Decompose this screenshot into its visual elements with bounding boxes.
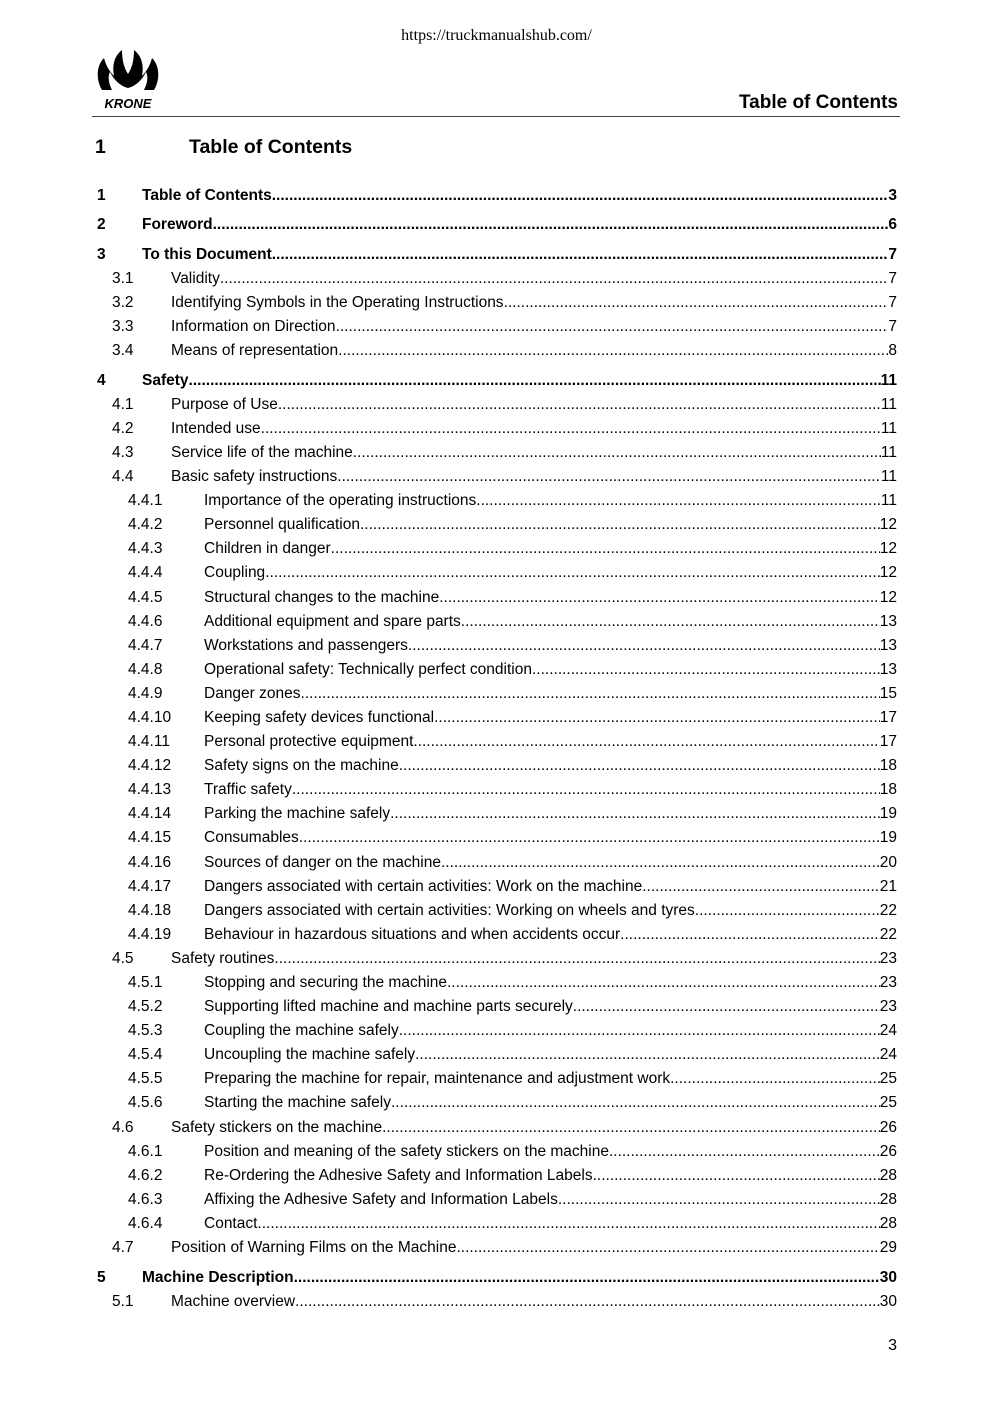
toc-entry-title[interactable]: Children in danger [204, 540, 331, 558]
toc-entry-number: 4.5.5 [128, 1070, 163, 1088]
toc-entry-page[interactable]: 13 [879, 612, 897, 630]
toc-entry-page[interactable]: 11 [880, 371, 897, 389]
dot-leader [257, 1215, 879, 1233]
toc-entry[interactable] [95, 900, 897, 924]
toc-entry-number: 4.4.7 [128, 636, 163, 654]
toc-entry-number: 4.4.1 [128, 492, 163, 510]
toc-entry[interactable] [95, 394, 897, 418]
dot-leader [413, 733, 879, 751]
toc-entry-title[interactable]: Re-Ordering the Adhesive Safety and Information Labels [204, 1166, 593, 1184]
toc-entry-title[interactable]: Position and meaning of the safety stickers on the machine [204, 1142, 609, 1160]
toc-entry-page[interactable]: 13 [879, 660, 897, 678]
dot-leader [353, 444, 881, 462]
toc-entry-title[interactable]: Safety stickers on the machine [171, 1118, 383, 1136]
toc-entry-title[interactable]: Additional equipment and spare parts [204, 612, 461, 630]
toc-entry-number: 5 [97, 1268, 106, 1286]
toc-entry[interactable] [95, 418, 897, 442]
toc-entry-page[interactable]: 30 [879, 1268, 897, 1286]
toc-entry[interactable] [95, 370, 897, 394]
toc-entry-page[interactable]: 7 [888, 245, 897, 263]
toc-entry-title[interactable]: Machine overview [171, 1292, 296, 1310]
toc-entry-page[interactable]: 7 [888, 293, 897, 311]
toc-entry[interactable] [95, 214, 897, 238]
toc-entry[interactable] [95, 683, 897, 707]
toc-entry-title[interactable]: Foreword [142, 216, 213, 234]
source-url[interactable]: https://truckmanualshub.com/ [401, 27, 592, 44]
toc-entry-number: 3 [97, 245, 106, 263]
dot-leader [532, 661, 880, 679]
toc-entry[interactable] [95, 876, 897, 900]
toc-entry-number: 4.6.3 [128, 1190, 163, 1208]
toc-entry-title[interactable]: Structural changes to the machine [204, 588, 440, 606]
dot-leader [415, 1046, 880, 1064]
krone-logo [92, 42, 164, 114]
toc-entry-number: 4.4 [112, 468, 134, 486]
toc-entry-title[interactable]: Position of Warning Films on the Machine [171, 1239, 457, 1257]
toc-entry-page[interactable]: 22 [879, 925, 897, 943]
toc-entry[interactable] [95, 587, 897, 611]
toc-entry-title[interactable]: Starting the machine safely [204, 1094, 391, 1112]
toc-entry-title[interactable]: Purpose of Use [171, 395, 278, 413]
dot-leader [272, 187, 889, 205]
toc-entry-number: 4.4.11 [128, 733, 170, 751]
toc-entry[interactable] [95, 635, 897, 659]
toc-entry[interactable] [95, 996, 897, 1020]
toc-entry-number: 4.4.12 [128, 757, 172, 775]
toc-entry-title[interactable]: Personal protective equipment [204, 733, 414, 751]
toc-entry-number: 4.6 [112, 1118, 134, 1136]
toc-entry-number: 4.4.15 [128, 829, 172, 847]
dot-leader [265, 564, 880, 582]
toc-entry[interactable] [95, 1189, 897, 1213]
toc-entry-page[interactable]: 7 [888, 269, 897, 287]
dot-leader [476, 492, 881, 510]
toc-entry-page[interactable]: 26 [879, 1118, 897, 1136]
toc-entry[interactable] [95, 827, 897, 851]
toc-entry[interactable] [95, 779, 897, 803]
dot-leader [220, 270, 889, 288]
dot-leader [278, 396, 881, 414]
toc-entry-title[interactable]: Uncoupling the machine safely [204, 1046, 416, 1064]
dot-leader [189, 372, 881, 390]
dot-leader [391, 1094, 880, 1112]
toc-entry-title[interactable]: Intended use [171, 419, 261, 437]
toc-entry[interactable] [95, 316, 897, 340]
dot-leader [670, 1070, 880, 1088]
toc-entry[interactable] [95, 1237, 897, 1261]
dot-leader [408, 637, 880, 655]
toc-entry-title[interactable]: To this Document [142, 245, 272, 263]
toc-entry-number: 4.4.8 [128, 660, 163, 678]
toc-entry-number: 4.5 [112, 949, 134, 967]
toc-entry-number: 4.6.2 [128, 1166, 163, 1184]
heading-text: Table of Contents [189, 136, 353, 158]
toc-entry-page[interactable]: 12 [879, 516, 897, 534]
toc-entry-number: 4.5.3 [128, 1022, 163, 1040]
page-number: 3 [888, 1337, 897, 1354]
toc-entry[interactable] [95, 466, 897, 490]
toc-entry[interactable] [95, 268, 897, 292]
toc-entry-title[interactable]: Keeping safety devices functional [204, 708, 435, 726]
toc-entry[interactable] [95, 1068, 897, 1092]
toc-entry-page[interactable]: 28 [879, 1190, 897, 1208]
toc-entry-page[interactable]: 12 [879, 540, 897, 558]
toc-entry[interactable] [95, 1213, 897, 1237]
toc-entry-number: 4.6.4 [128, 1214, 163, 1232]
dot-leader [338, 342, 888, 360]
toc-entry-number: 4.4.14 [128, 805, 172, 823]
dot-leader [573, 998, 880, 1016]
toc-entry-page[interactable]: 11 [880, 443, 897, 461]
dot-leader [382, 1119, 880, 1137]
dot-leader [456, 1239, 879, 1257]
toc-entry-title[interactable]: Importance of the operating instructions [204, 492, 477, 510]
toc-entry-title[interactable]: Safety routines [171, 949, 275, 967]
toc-entry-page[interactable]: 23 [879, 998, 897, 1016]
toc-entry-number: 3.3 [112, 317, 134, 335]
dot-leader [441, 854, 880, 872]
toc-entry-number: 4.4.17 [128, 877, 172, 895]
dot-leader [295, 1293, 880, 1311]
toc-entry-title[interactable]: Machine Description [142, 1268, 294, 1286]
toc-entry-page[interactable]: 11 [880, 492, 897, 510]
toc-entry-page[interactable]: 24 [879, 1022, 897, 1040]
toc-entry-page[interactable]: 28 [879, 1214, 897, 1232]
toc-entry-number: 1 [97, 186, 106, 204]
header-title: Table of Contents [738, 92, 898, 113]
toc-entry-number: 4.5.4 [128, 1046, 163, 1064]
toc-entry-number: 3.2 [112, 293, 134, 311]
toc-entry[interactable] [95, 490, 897, 514]
toc-entry-number: 4.4.2 [128, 516, 163, 534]
toc-entry-page[interactable]: 15 [879, 684, 897, 702]
toc-entry-page[interactable]: 22 [879, 901, 897, 919]
dot-leader [301, 685, 880, 703]
dot-leader [620, 926, 880, 944]
toc-entry-number: 4.4.6 [128, 612, 163, 630]
toc-entry-title[interactable]: Dangers associated with certain activities: Working on wheels and tyres [204, 901, 695, 919]
toc-entry-number: 5.1 [112, 1292, 134, 1310]
dot-leader [294, 1269, 880, 1287]
toc-entry-number: 3.4 [112, 342, 134, 360]
toc-entry-title[interactable]: Dangers associated with certain activities: Work on the machine [204, 877, 643, 895]
toc-entry[interactable] [95, 803, 897, 827]
toc-entry-number: 3.1 [112, 269, 134, 287]
toc-entry-number: 4.1 [112, 395, 134, 413]
dot-leader [261, 420, 881, 438]
toc-entry-title[interactable]: Traffic safety [204, 781, 292, 799]
toc-entry-title[interactable]: Personnel qualification [204, 516, 360, 534]
toc-entry-page[interactable]: 20 [879, 853, 897, 871]
toc-entry-page[interactable]: 3 [888, 186, 897, 204]
dot-leader [399, 1022, 880, 1040]
toc-entry-number: 4.4.19 [128, 925, 172, 943]
toc-entry-number: 4.5.6 [128, 1094, 163, 1112]
toc-entry-page[interactable]: 30 [879, 1292, 897, 1310]
toc-entry-title[interactable]: Service life of the machine [171, 443, 353, 461]
toc-entry[interactable] [95, 731, 897, 755]
toc-entry-number: 4.2 [112, 419, 134, 437]
toc-entry-title[interactable]: Workstations and passengers [204, 636, 408, 654]
toc-entry-page[interactable]: 28 [879, 1166, 897, 1184]
dot-leader [434, 709, 880, 727]
toc-entry-title[interactable]: Safety [142, 371, 189, 389]
toc-entry-number: 4.4.16 [128, 853, 172, 871]
heading-number: 1 [95, 136, 106, 158]
toc-entry-number: 4.4.13 [128, 781, 172, 799]
toc-entry[interactable] [95, 1165, 897, 1189]
toc-entry[interactable] [95, 562, 897, 586]
dot-leader [299, 829, 880, 847]
toc-entry[interactable] [95, 611, 897, 635]
toc-entry-number: 4.3 [112, 443, 134, 461]
toc-entry[interactable] [95, 1117, 897, 1141]
toc-entry-page[interactable]: 12 [879, 564, 897, 582]
toc-entry-title[interactable]: Contact [204, 1214, 258, 1232]
toc-entry[interactable] [95, 1092, 897, 1116]
toc-entry-page[interactable]: 17 [879, 708, 897, 726]
dot-leader [504, 294, 889, 312]
dot-leader [461, 613, 880, 631]
toc-entry-title[interactable]: Coupling the machine safely [204, 1022, 399, 1040]
toc-entry-number: 4.4.10 [128, 708, 172, 726]
toc-entry-number: 4.7 [112, 1239, 134, 1257]
dot-leader [609, 1143, 880, 1161]
toc-entry[interactable] [95, 442, 897, 466]
dot-leader [390, 805, 880, 823]
toc-entry-title[interactable]: Stopping and securing the machine [204, 974, 447, 991]
toc-entry[interactable] [95, 707, 897, 731]
toc-entry-page[interactable]: 18 [879, 757, 897, 775]
dot-leader [593, 1167, 880, 1185]
toc-entry-title[interactable]: Sources of danger on the machine [204, 853, 441, 871]
dot-leader [399, 757, 880, 775]
toc-entry-title[interactable]: Identifying Symbols in the Operating Instructions [171, 293, 504, 311]
toc-entry-page[interactable]: 11 [880, 395, 897, 413]
toc-entry-page[interactable]: 17 [879, 733, 897, 751]
toc-entry[interactable] [95, 659, 897, 683]
toc-entry-title[interactable]: Consumables [204, 829, 299, 847]
toc-entry-number: 2 [97, 216, 106, 234]
toc-entry[interactable] [95, 1141, 897, 1165]
dot-leader [272, 246, 889, 264]
toc-entry-number: 4.4.5 [128, 588, 163, 606]
toc-entry-page[interactable]: 11 [880, 468, 897, 486]
toc-entry-page[interactable]: 6 [888, 216, 897, 234]
dot-leader [447, 974, 880, 992]
dot-leader [336, 318, 889, 336]
toc-entry[interactable] [95, 514, 897, 538]
toc-entry-page[interactable]: 13 [879, 636, 897, 654]
toc-entry-number: 4.5.2 [128, 998, 163, 1016]
toc-entry-number: 4.4.9 [128, 684, 163, 702]
toc-entry-page[interactable]: 18 [879, 781, 897, 799]
toc-entry-title[interactable]: Means of representation [171, 342, 339, 360]
logo-text: KRONE [104, 96, 152, 111]
toc-entry-number: 4.6.1 [128, 1142, 163, 1160]
toc-entry[interactable] [95, 1267, 897, 1291]
toc-entry-page[interactable]: 19 [879, 829, 897, 847]
toc-entry-page[interactable]: 23 [879, 949, 897, 967]
table-of-contents [95, 179, 897, 1315]
toc-entry-title[interactable]: Danger zones [204, 684, 301, 702]
toc-entry-title[interactable]: Safety signs on the machine [204, 757, 399, 775]
toc-entry-title[interactable]: Affixing the Adhesive Safety and Information Labels [204, 1190, 558, 1208]
toc-entry[interactable] [95, 948, 897, 972]
toc-entry-page[interactable]: 21 [879, 877, 897, 895]
toc-entry-title[interactable]: Parking the machine safely [204, 805, 391, 823]
toc-entry-title[interactable]: Supporting lifted machine and machine parts securely [204, 998, 573, 1016]
toc-entry[interactable] [95, 292, 897, 316]
toc-entry-page[interactable]: 29 [879, 1239, 897, 1257]
toc-entry-number: 4.4.18 [128, 901, 172, 919]
dot-leader [360, 516, 880, 534]
toc-entry-number: 4.4.3 [128, 540, 163, 558]
dot-leader [439, 589, 880, 607]
toc-entry-page[interactable]: 24 [879, 1046, 897, 1064]
toc-entry[interactable] [95, 852, 897, 876]
toc-entry-page[interactable]: 23 [879, 974, 897, 991]
toc-entry-number: 4.4.4 [128, 564, 163, 582]
dot-leader [558, 1191, 880, 1209]
toc-entry[interactable] [95, 538, 897, 562]
toc-entry-number: 4 [97, 371, 106, 389]
toc-entry-title[interactable]: Preparing the machine for repair, maintenance and adjustment work [204, 1070, 671, 1088]
dot-leader [695, 902, 880, 920]
toc-entry[interactable] [95, 972, 897, 996]
toc-entry-title[interactable]: Behaviour in hazardous situations and when accidents occur [204, 925, 621, 943]
toc-entry-title[interactable]: Basic safety instructions [171, 468, 338, 486]
toc-entry[interactable] [95, 244, 897, 268]
dot-leader [274, 950, 879, 968]
toc-entry[interactable] [95, 1291, 897, 1315]
dot-leader [642, 878, 880, 896]
toc-entry[interactable] [95, 1044, 897, 1068]
toc-entry-page[interactable]: 26 [879, 1142, 897, 1160]
toc-entry-title[interactable]: Operational safety: Technically perfect condition [204, 660, 532, 678]
toc-entry-title[interactable]: Coupling [204, 564, 266, 582]
dot-leader [337, 468, 881, 486]
toc-entry-page[interactable]: 19 [879, 805, 897, 823]
toc-entry-page[interactable]: 11 [880, 419, 897, 437]
toc-entry[interactable] [95, 755, 897, 779]
toc-entry-page[interactable]: 12 [879, 588, 897, 606]
dot-leader [213, 216, 889, 234]
toc-entry-number: 4.5.1 [128, 974, 163, 991]
dot-leader [292, 781, 880, 799]
toc-entry-page[interactable]: 8 [888, 342, 897, 360]
toc-entry-title[interactable]: Table of Contents [142, 186, 272, 204]
dot-leader [331, 540, 880, 558]
toc-entry-page[interactable]: 25 [879, 1070, 897, 1088]
toc-entry-title[interactable]: Validity [171, 269, 220, 287]
toc-entry-page[interactable]: 7 [888, 317, 897, 335]
toc-entry-page[interactable]: 25 [879, 1094, 897, 1112]
toc-entry[interactable] [95, 340, 897, 364]
toc-entry[interactable] [95, 1020, 897, 1044]
header-rule [92, 116, 900, 117]
toc-entry-title[interactable]: Information on Direction [171, 317, 336, 335]
toc-entry[interactable] [95, 924, 897, 948]
toc-entry[interactable] [95, 185, 897, 209]
